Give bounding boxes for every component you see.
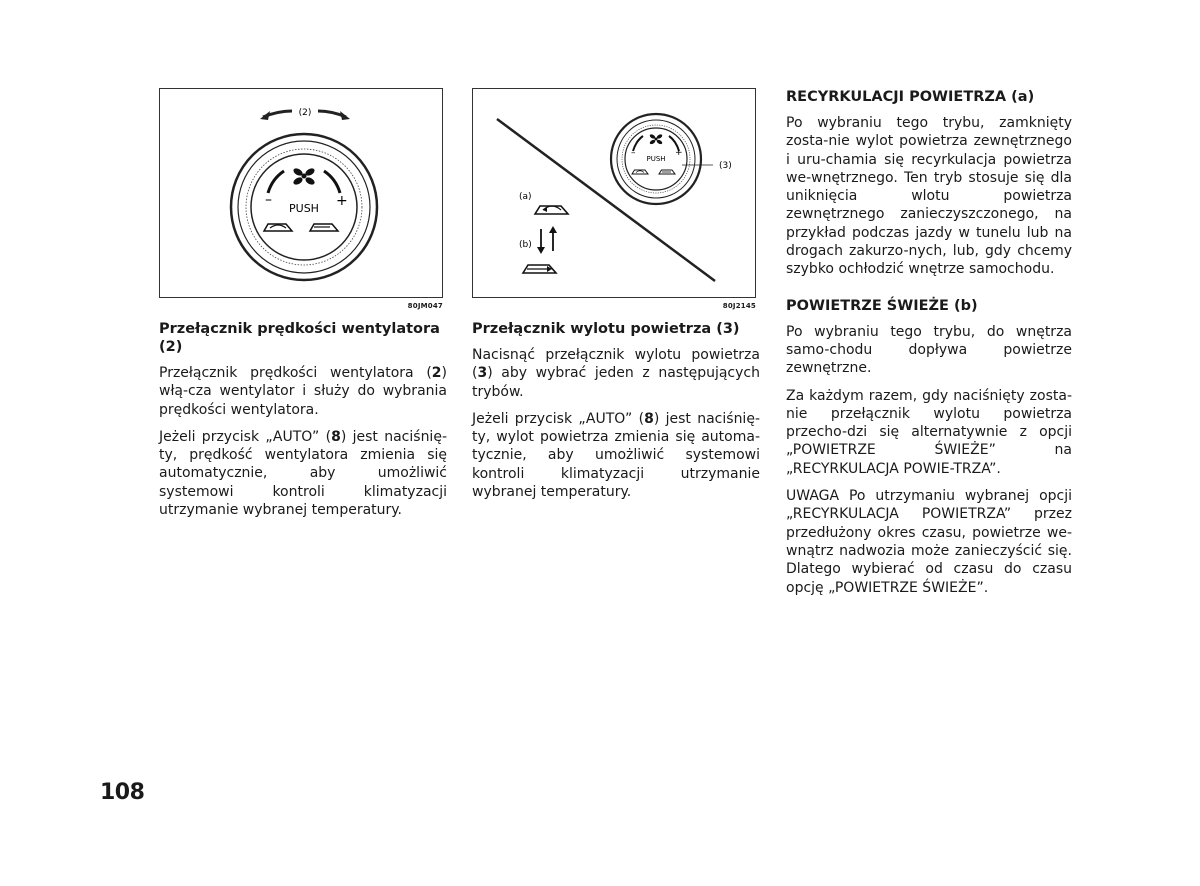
fan-icon bbox=[292, 167, 316, 186]
fresh-air-car-icon-small bbox=[659, 170, 675, 174]
fan-speed-dial-illustration bbox=[160, 89, 444, 299]
toggle-arrows-icon bbox=[537, 226, 557, 254]
column-3 bbox=[786, 88, 1072, 606]
recirculation-car-icon-small bbox=[632, 170, 648, 174]
paragraph-fresh-air: Po wybraniu tego trybu, do wnętrza samo-chodu dopływa powietrze zewnętrzne. bbox=[786, 323, 1072, 377]
speed-arc-right bbox=[324, 171, 340, 193]
column-1 bbox=[159, 88, 447, 528]
paragraph-air-outlet-1: Nacisnąć przełącznik wylotu powietrza (3) aby wybrać jeden z następujących trybów. bbox=[472, 347, 760, 400]
paragraph-fan-speed-2: Jeżeli przycisk „AUTO” (8) jest naciśnię-ty, prędkość wentylatora zmienia się automatycznie, aby umożliwić systemowi kontroli klimatyzacji utrzymanie wybranej temperatury. bbox=[159, 428, 447, 519]
plus-sign: + bbox=[336, 193, 348, 209]
minus-sign: – bbox=[265, 192, 272, 208]
column-2 bbox=[472, 88, 760, 510]
minus-sign: – bbox=[631, 148, 636, 158]
paragraph-air-outlet-2: Jeżeli przycisk „AUTO” (8) jest naciśnię-ty, wylot powietrza zmienia się automa-tycznie, aby umożliwić systemowi kontroli klimatyzacji utrzymanie wybranej temperatury. bbox=[472, 410, 760, 501]
recirculation-car-icon bbox=[264, 224, 292, 231]
paragraph-toggle: Za każdym razem, gdy naciśnięty zosta-nie przełącznik wylotu powietrza przecho-dzi się alternatywnie z opcji „POWIETRZE ŚWIEŻE” na „RECYRKULACJA POWIE-TRZA”. bbox=[786, 387, 1072, 477]
heading-air-outlet: Przełącznik wylotu powietrza (3) bbox=[472, 321, 740, 337]
page-number: 108 bbox=[100, 780, 145, 805]
paragraph-note: UWAGA Po utrzymaniu wybranej opcji „RECYRKULACJA POWIETRZA” przez przedłużony okres czasu, powietrze we-wnątrz nadwozia może zanieczyścić się. Dlatego wybierać od czasu do czasu opcję „POWIETRZE ŚWIEŻE”. bbox=[786, 488, 1072, 596]
label-b: (b) bbox=[519, 240, 532, 250]
fresh-air-mode-icon bbox=[523, 265, 556, 273]
plus-sign: + bbox=[675, 148, 683, 158]
speed-arc-left bbox=[268, 171, 284, 193]
label-a: (a) bbox=[519, 192, 532, 202]
heading-recirculation: RECYRKULACJI POWIETRZA (a) bbox=[786, 89, 1035, 105]
figure-code: 80JM047 bbox=[407, 302, 443, 310]
fan-speed-switch-figure bbox=[159, 88, 443, 298]
push-label: PUSH bbox=[646, 155, 666, 163]
heading-fresh-air: POWIETRZE ŚWIEŻE (b) bbox=[786, 297, 978, 314]
recirculation-mode-icon bbox=[535, 206, 568, 214]
callout-label-3: (3) bbox=[719, 161, 732, 171]
arrow-left-head bbox=[260, 111, 270, 120]
arrow-right-head bbox=[340, 111, 350, 120]
heading-fan-speed: Przełącznik prędkości wentylatora (2) bbox=[159, 321, 440, 355]
air-outlet-illustration bbox=[473, 89, 757, 299]
push-label: PUSH bbox=[289, 202, 319, 215]
arrow-label: (2) bbox=[298, 108, 312, 118]
fresh-air-car-icon bbox=[310, 224, 338, 231]
paragraph-recirculation: Po wybraniu tego trybu, zamknięty zosta-nie wylot powietrza zewnętrznego i uru-chamia się recyrkulacja powietrza we-wnętrznego. Ten tryb stosuje się dla uniknięcia wlotu powietrza zewnętrznego zanieczyszczonego, na przykład podczas jazdy w tunelu lub na drogach zakurzo-nych, lub, gdy chcemy szybko ochłodzić wnętrze samochodu. bbox=[786, 115, 1072, 278]
figure-code: 80J2145 bbox=[722, 302, 756, 310]
air-outlet-switch-figure bbox=[472, 88, 756, 298]
paragraph-fan-speed-1: Przełącznik prędkości wentylatora (2) włą-cza wentylator i służy do wybrania prędkości wentylatora. bbox=[159, 365, 447, 418]
fan-icon bbox=[649, 133, 663, 145]
